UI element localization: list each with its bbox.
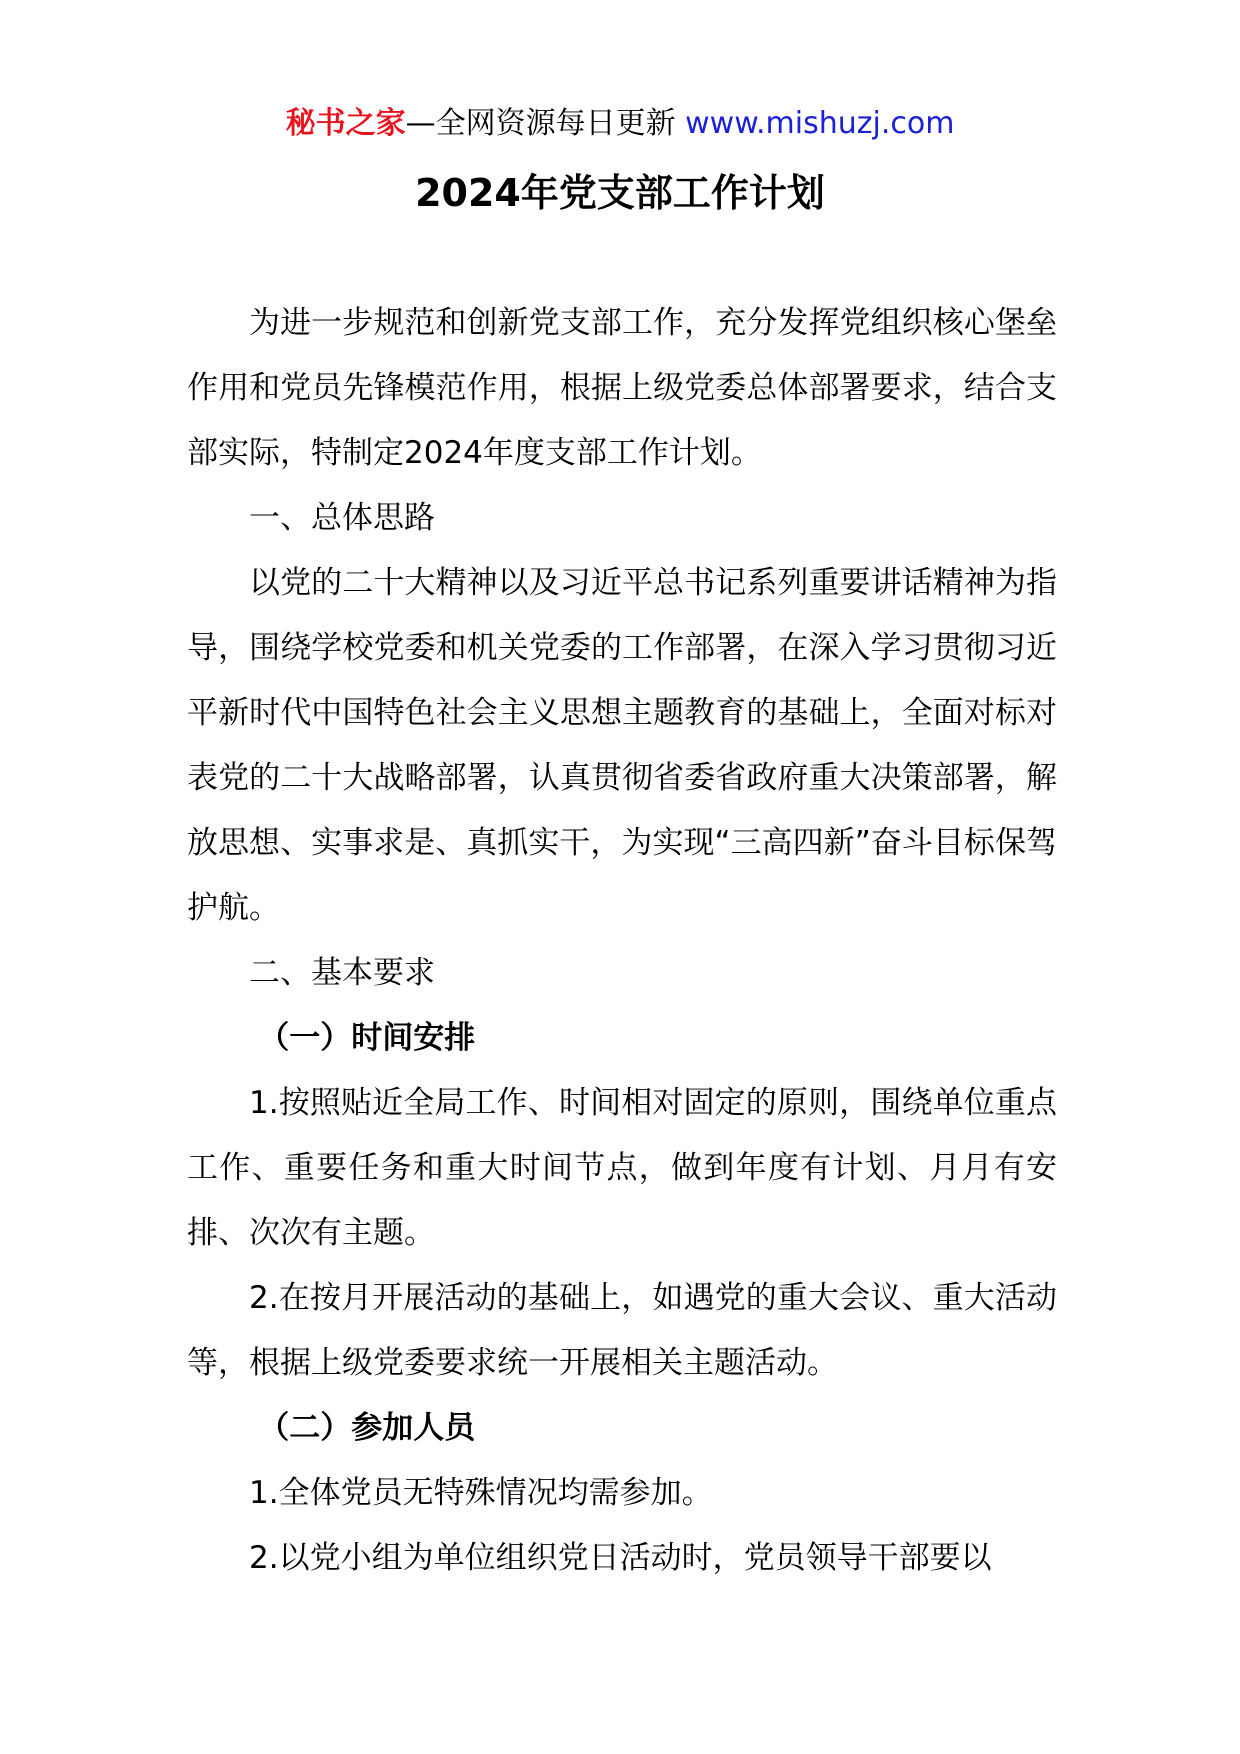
participants-item-1: 1.全体党员无特殊情况均需参加。 [249, 1475, 713, 1511]
schedule-item-1: 1.按照贴近全局工作、时间相对固定的原则，围绕单位重点工作、重要任务和重大时间节点，做到年度有计划、月月有安排、次次有主题。 [187, 1085, 1057, 1251]
section-heading-basic-requirements: 二、基本要求 [249, 955, 435, 991]
document-body [187, 291, 1057, 1591]
schedule-item-2: 2.在按月开展活动的基础上，如遇党的重大会议、重大活动等，根据上级党委要求统一开展相关主题活动。 [187, 1280, 1057, 1381]
overall-approach-paragraph: 以党的二十大精神以及习近平总书记系列重要讲话精神为指导，围绕学校党委和机关党委的工作部署，在深入学习贯彻习近平新时代中国特色社会主义思想主题教育的基础上，全面对标对表党的二十大战略部署，认真贯彻省委省政府重大决策部署，解放思想、实事求是、真抓实干，为实现“三高四新”奋斗目标保驾护航。 [187, 565, 1057, 926]
site-url-link[interactable]: www.mishuzj.com [685, 106, 955, 141]
participants-item-2: 2.以党小组为单位组织党日活动时，党员领导干部要以 [249, 1540, 992, 1576]
header-tagline: —全网资源每日更新 [405, 106, 686, 141]
site-header [0, 104, 1240, 144]
subheading-participants: （二）参加人员 [258, 1410, 476, 1446]
subheading-schedule: （一）时间安排 [258, 1020, 476, 1056]
section-heading-overall-approach: 一、总体思路 [249, 500, 435, 536]
brand-name: 秘书之家 [285, 106, 406, 141]
intro-paragraph: 为进一步规范和创新党支部工作，充分发挥党组织核心堡垒作用和党员先锋模范作用，根据上级党委总体部署要求，结合支部实际，特制定2024年度支部工作计划。 [187, 305, 1057, 471]
document-title: 2024年党支部工作计划 [415, 171, 825, 215]
